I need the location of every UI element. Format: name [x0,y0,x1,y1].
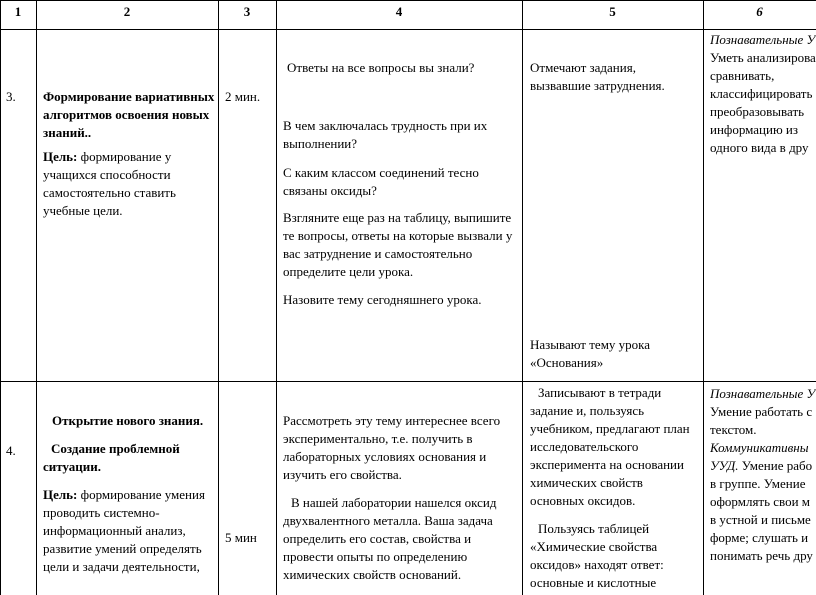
table-row-divider [0,381,816,382]
uud-line [710,457,816,475]
row-number: 4. [6,443,16,458]
teacher-text: В чем заключалась трудность при их выполнении? [283,118,488,151]
uud-cell [710,31,816,157]
uud-line: в устной и письме [710,512,811,527]
uud-line: информацию из [710,122,799,137]
uud-line: одного вида в дру [710,140,809,155]
col-line-1 [36,0,37,595]
col-line-0 [0,0,1,595]
uud-line: в группе. Умение [710,476,806,491]
table-border-top [0,0,816,1]
teacher-text: В нашей лаборатории нашелся оксид двухвалентного металла. Ваша задача определить его состав, свойства и провести опыты по определению химических свойств оснований. [283,495,497,582]
uud-line: преобразовывать [710,104,805,119]
goal-text: формирование у учащихся способности самостоятельно ставить учебные цели. [43,149,176,218]
uud-line: Уметь анализирова [710,50,816,65]
uud-line: классифицировать [710,86,813,101]
col-line-3 [276,0,277,595]
teacher-text: Ответы на все вопросы вы знали? [287,60,475,75]
col-line-2 [218,0,219,595]
uud-line: форме; слушать и [710,530,809,545]
header-col-4: 4 [395,4,403,19]
students-text: Отмечают задания, вызвавшие затруднения. [530,60,665,93]
col-line-4 [522,0,523,595]
header-col-2: 2 [123,4,131,19]
uud-label: Познавательные У [710,386,816,401]
header-col-6: 6 [756,4,763,19]
students-text: Пользуясь таблицей «Химические свойства оксидов» находят ответ: основные и кислотные [530,521,664,590]
stage-cell [43,412,215,576]
teacher-text: Рассмотреть эту тему интереснее всего экспериментально, т.е. получить в лабораторных условиях основания и изучить его свойства. [283,413,501,482]
header-col-5: 5 [609,4,616,19]
stage-title: Открытие нового знания. [52,413,204,428]
stage-subtitle: Создание проблемной ситуации. [43,441,180,474]
col-line-5 [703,0,704,595]
students-text: Записывают в тетради задание и, пользуясь учебником, предлагают план исследовательского эксперимента на основании химических свойств основных оксидов. [530,385,690,508]
time-cell: 2 мин. [225,89,261,104]
goal-label: Цель: [43,149,78,164]
stage-goal [43,148,215,220]
uud-label: Коммуникативны [710,440,809,455]
uud-label: УУД. [710,458,739,473]
header-col-1: 1 [14,4,22,19]
students-text: Называют тему урока «Основания» [530,337,651,370]
teacher-text: С каким классом соединений тесно связаны оксиды? [283,165,479,198]
uud-label: Познавательные У [710,32,816,47]
goal-label: Цель: [43,487,78,502]
stage-title: Формирование вариативных алгоритмов освоения новых знаний.. [43,89,215,140]
time-cell: 5 мин [225,530,257,545]
row-number: 3. [6,89,16,104]
header-col-3: 3 [243,4,251,19]
uud-line: оформлять свои м [710,494,811,509]
goal-text: формирование умения проводить системно-информационный анализ, развитие умений определять цели и задачи деятельности, [43,487,205,574]
uud-text: Умение рабо [741,458,813,473]
teacher-text: Назовите тему сегодняшнего урока. [283,292,482,307]
stage-goal [43,486,215,576]
teacher-text: Взгляните еще раз на таблицу, выпишите те вопросы, ответы на которые вызвали у вас затруднение и самостоятельно определите цели урока. [283,210,513,279]
table-header-divider [0,29,816,30]
uud-cell [710,385,816,565]
uud-line: понимать речь дру [710,548,813,563]
uud-line: Умение работать с [710,404,813,419]
stage-cell [43,88,215,220]
uud-line: сравнивать, [710,68,775,83]
uud-line: текстом. [710,422,757,437]
